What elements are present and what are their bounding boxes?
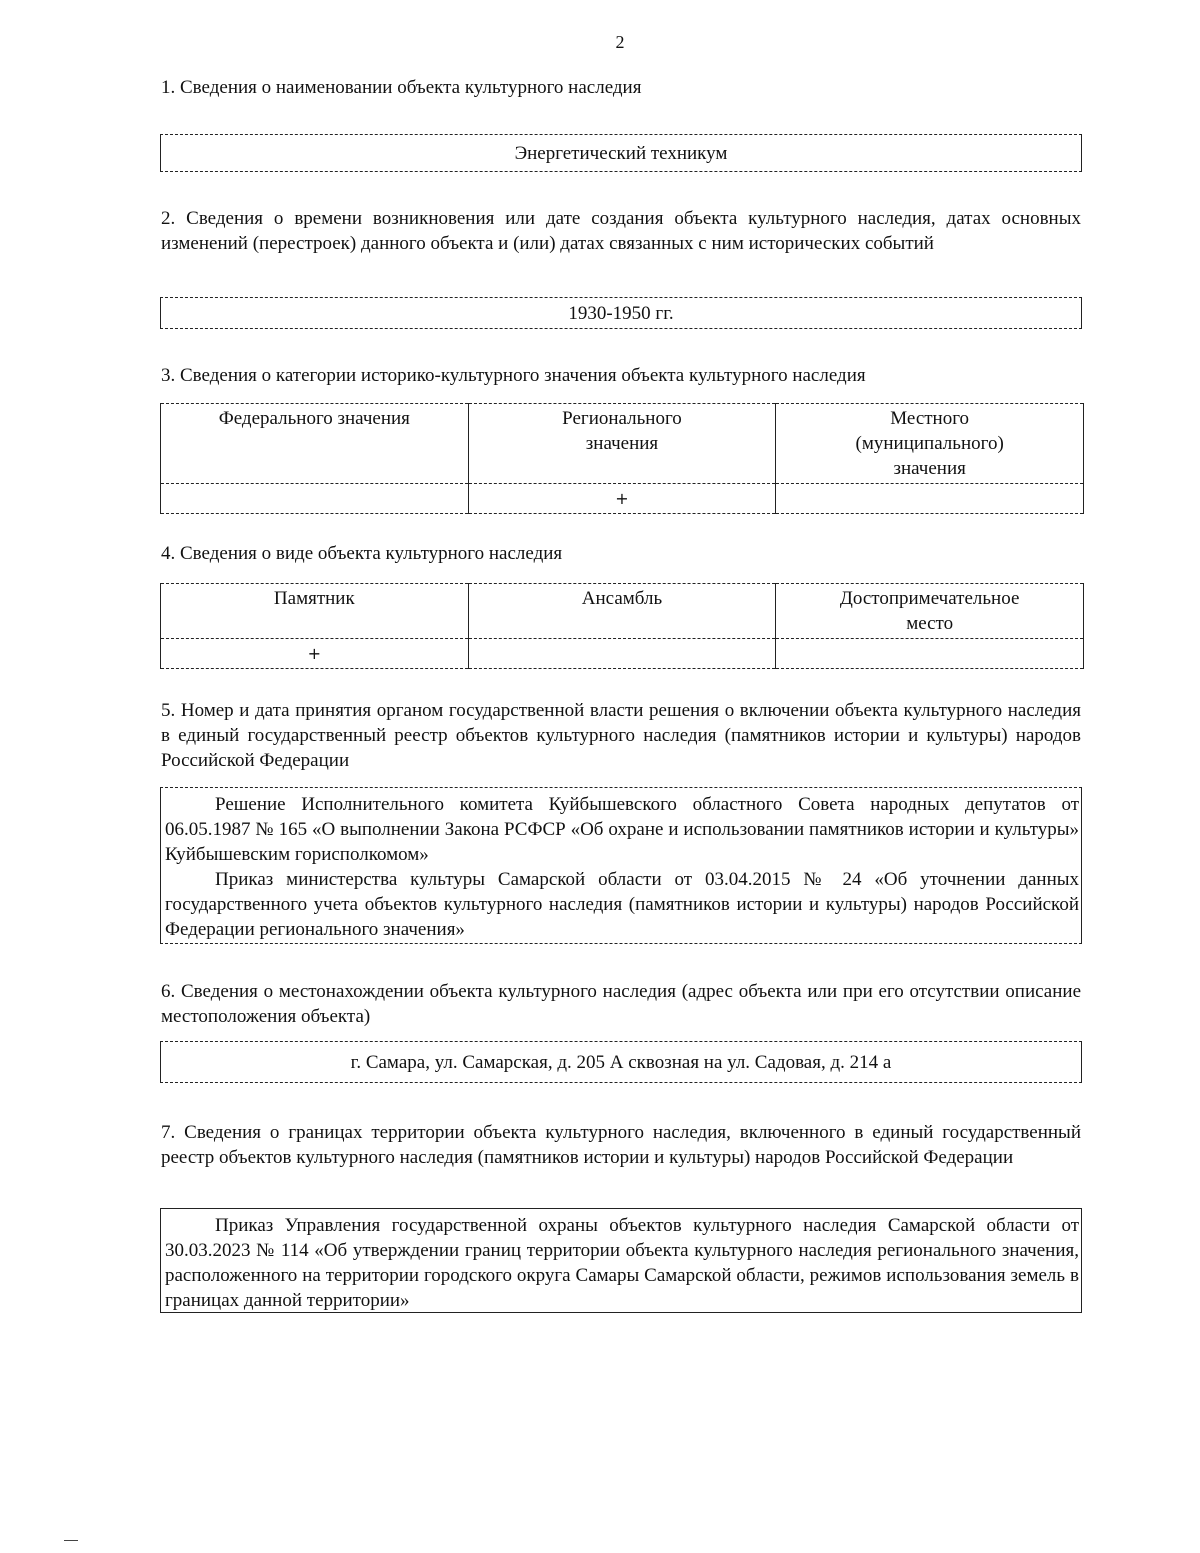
category-regional-mark: +: [468, 484, 776, 514]
section-3-heading: 3. Сведения о категории историко-культурного значения объекта культурного наследия: [161, 365, 866, 386]
type-monument-header: Памятник: [161, 584, 469, 639]
registry-decision-paragraph-1: Решение Исполнительного комитета Куйбышевского областного Совета народных депутатов от 06.05.1987 № 165 «О выполнении Закона РСФСР «Об охране и использовании памятников истории и культуры» Куйбышевским горисполкомом»: [165, 794, 1079, 865]
scan-mark: [64, 1540, 78, 1541]
type-monument-mark: +: [161, 639, 469, 669]
category-header-row: [161, 404, 1084, 484]
type-ensemble-header: Ансамбль: [468, 584, 776, 639]
section-1-heading: 1. Сведения о наименовании объекта культурного наследия: [161, 77, 642, 98]
section-4-heading: 4. Сведения о виде объекта культурного наследия: [161, 543, 563, 564]
category-table: [160, 403, 1084, 514]
category-federal-mark: [161, 484, 469, 514]
type-header-row: [161, 584, 1084, 639]
type-ensemble-mark: [468, 639, 776, 669]
type-table: [160, 583, 1084, 669]
type-mark-row: [161, 639, 1084, 669]
category-regional-header: Регионального значения: [468, 404, 776, 484]
category-local-header: Местного (муниципального) значения: [776, 404, 1084, 484]
boundaries-box: [160, 1208, 1082, 1313]
registry-decision-box: [160, 787, 1082, 944]
address-value: г. Самара, ул. Самарская, д. 205 А сквозная на ул. Садовая, д. 214 а: [350, 1051, 892, 1073]
section-5-heading: 5. Номер и дата принятия органом государственной власти решения о включении объекта культурного наследия в единый государственный реестр объектов культурного наследия (памятников истории и культуры) народов Российской Федерации: [161, 700, 1081, 771]
category-federal-header: Федерального значения: [161, 404, 469, 484]
registry-decision-paragraph-2: Приказ министерства культуры Самарской области от 03.04.2015 № 24 «Об уточнении данных государственного учета объектов культурного наследия (памятников истории и культуры) народов Российской Федерации регионального значения»: [165, 869, 1079, 940]
boundaries-paragraph: Приказ Управления государственной охраны объектов культурного наследия Самарской области от 30.03.2023 № 114 «Об утверждении границ территории объекта культурного наследия регионального значения, расположенного на территории городского округа Самары Самарской области, режимов использования земель в границах данной территории»: [165, 1215, 1079, 1311]
dates-value: 1930-1950 гг.: [568, 302, 674, 324]
type-landmark-header: Достопримечательное место: [776, 584, 1084, 639]
address-box: [160, 1041, 1082, 1083]
section-6-heading: 6. Сведения о местонахождении объекта культурного наследия (адрес объекта или при его отсутствии описание местоположения объекта): [161, 981, 1081, 1027]
category-local-mark: [776, 484, 1084, 514]
section-7-heading: 7. Сведения о границах территории объекта культурного наследия, включенного в единый государственный реестр объектов культурного наследия (памятников истории и культуры) народов Российской Федерации: [161, 1122, 1081, 1168]
object-name-box: [160, 134, 1082, 172]
section-2-heading: 2. Сведения о времени возникновения или дате создания объекта культурного наследия, датах основных изменений (перестроек) данного объекта и (или) датах связанных с ним исторических событий: [161, 208, 1081, 254]
category-mark-row: [161, 484, 1084, 514]
page-number: 2: [615, 32, 625, 52]
dates-box: [160, 297, 1082, 329]
object-name-value: Энергетический техникум: [514, 142, 728, 164]
type-landmark-mark: [776, 639, 1084, 669]
